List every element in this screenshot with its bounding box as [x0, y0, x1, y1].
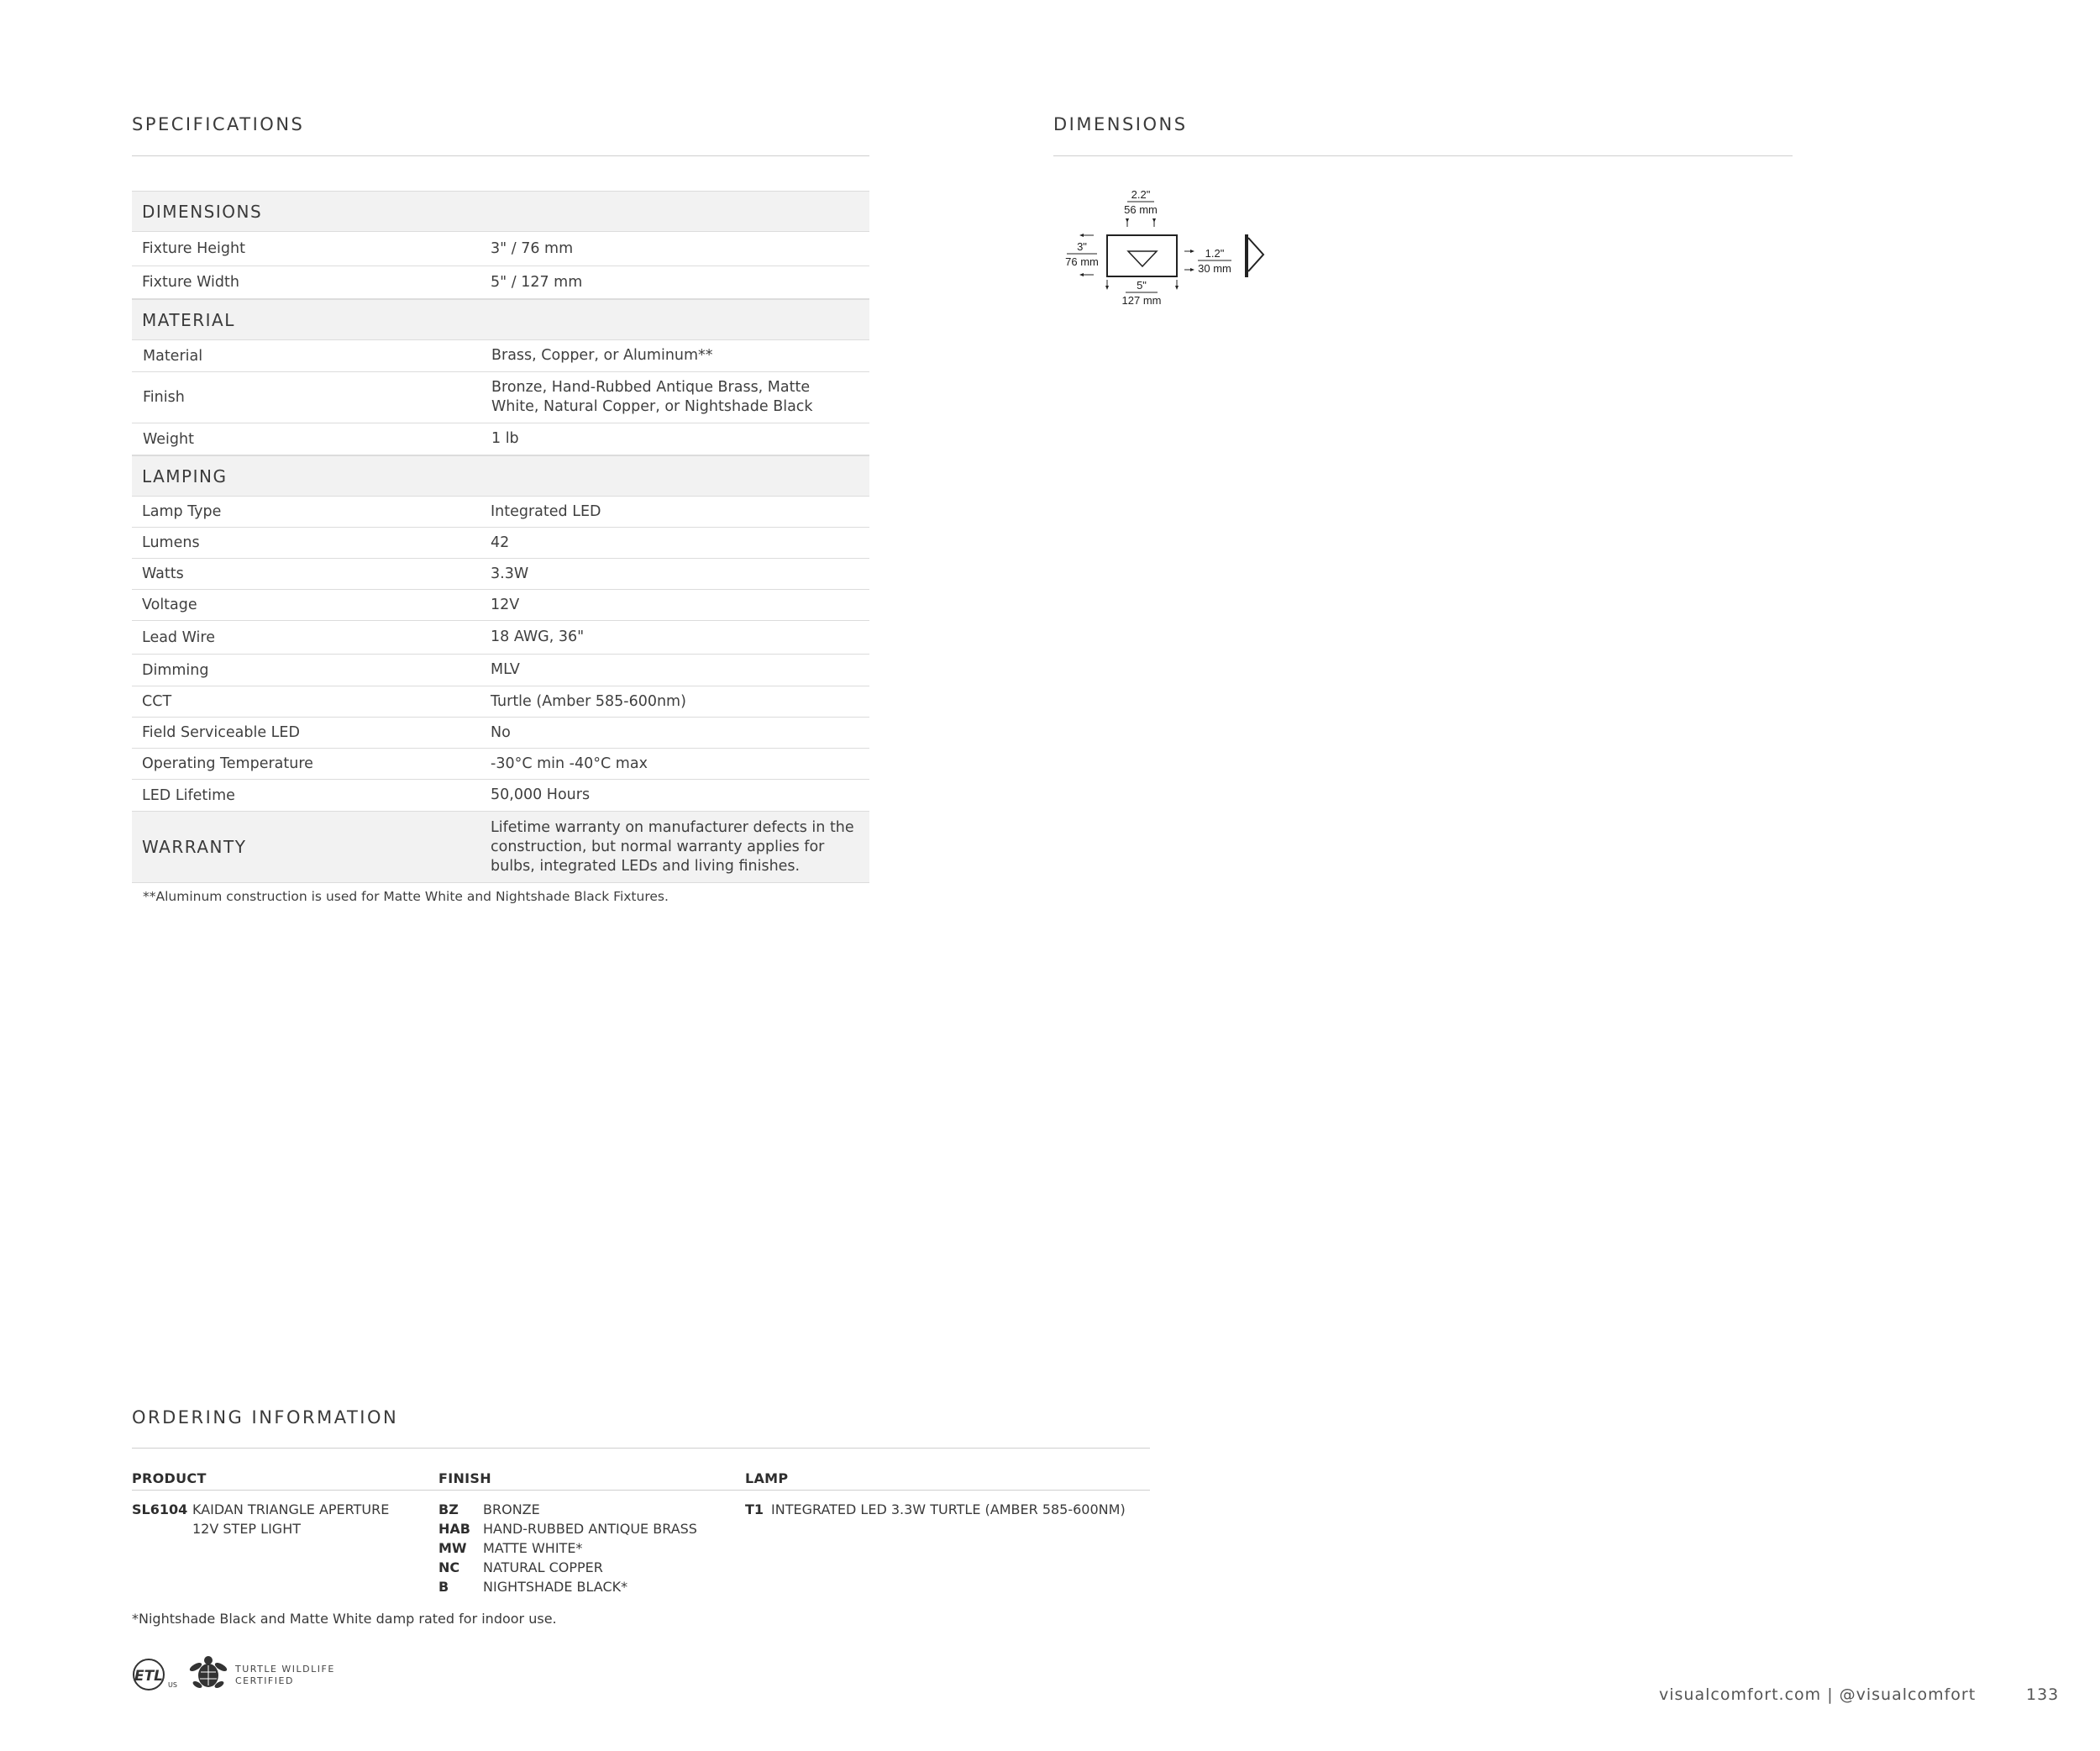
turtle-line2: CERTIFIED — [235, 1675, 294, 1686]
spec-label: Lamp Type — [142, 503, 222, 520]
table-row — [132, 749, 869, 780]
projection-in-label: 1.2" — [1205, 247, 1225, 260]
spec-label: Fixture Width — [142, 274, 239, 291]
height-mm-label: 76 mm — [1065, 255, 1099, 268]
finish-column-header: FINISH — [438, 1470, 491, 1486]
warranty-row — [132, 812, 869, 883]
spec-value: 42 — [491, 534, 510, 551]
footer-url: visualcomfort.com | @visualcomfort — [1659, 1685, 1977, 1704]
spec-label: LED Lifetime — [142, 786, 235, 804]
finish-code: B — [438, 1579, 449, 1595]
list-item — [438, 1538, 697, 1558]
ordering-header-rule — [132, 1490, 1150, 1491]
spec-label: Watts — [142, 565, 184, 582]
spec-value: 3" / 76 mm — [491, 239, 574, 257]
table-row — [132, 266, 869, 299]
product-column-header: PRODUCT — [132, 1470, 207, 1486]
turtle-line1: TURTLE WILDLIFE — [235, 1664, 335, 1675]
spec-label: Field Serviceable LED — [142, 724, 300, 741]
spec-value: Turtle (Amber 585-600nm) — [491, 692, 686, 710]
dimensions-rule — [1053, 155, 1793, 156]
spec-value: 12V — [491, 596, 520, 613]
specifications-heading: SPECIFICATIONS — [132, 114, 305, 134]
specifications-rule — [132, 155, 869, 156]
lamp-code: T1 — [745, 1501, 764, 1517]
spec-label: Weight — [143, 430, 194, 448]
spec-value: No — [491, 723, 511, 741]
table-row — [132, 528, 869, 559]
table-row — [132, 559, 869, 590]
spec-label: Voltage — [142, 597, 197, 613]
spec-value: Integrated LED — [491, 502, 601, 520]
dimension-drawing — [1058, 185, 1277, 311]
table-row — [132, 497, 869, 528]
spec-section-dimensions: DIMENSIONS — [132, 191, 869, 232]
spec-label: Fixture Height — [142, 240, 245, 257]
depth-mm-label: 56 mm — [1124, 203, 1158, 216]
dimensions-heading: DIMENSIONS — [1053, 114, 1188, 134]
product-name-line1: KAIDAN TRIANGLE APERTURE — [192, 1501, 390, 1517]
etl-us-text: US — [168, 1681, 177, 1689]
projection-mm-label: 30 mm — [1198, 262, 1231, 275]
page-number: 133 — [2026, 1685, 2060, 1704]
warranty-value: Lifetime warranty on manufacturer defects in the construction, but normal warranty applies for bulbs, integrated LEDs and living finishes. — [491, 818, 854, 875]
finish-code: HAB — [438, 1521, 470, 1537]
height-in-label: 3" — [1077, 240, 1087, 253]
spec-value: 50,000 Hours — [491, 786, 591, 803]
etl-logo-text: ETL — [134, 1668, 164, 1685]
product-name-line2: 12V STEP LIGHT — [192, 1521, 301, 1537]
warranty-label: WARRANTY — [142, 837, 247, 857]
table-row — [132, 232, 869, 266]
spec-value: 5" / 127 mm — [491, 273, 583, 291]
depth-in-label: 2.2" — [1131, 188, 1151, 201]
finish-list — [438, 1500, 697, 1596]
spec-table — [132, 191, 869, 883]
width-mm-label: 127 mm — [1121, 294, 1162, 307]
list-item — [438, 1577, 697, 1596]
spec-value: 1 lb — [491, 430, 519, 447]
ordering-rule — [132, 1448, 1150, 1449]
table-row — [132, 590, 869, 621]
product-code: SL6104 — [132, 1501, 188, 1517]
table-row — [132, 372, 869, 423]
spec-label: Lead Wire — [142, 628, 215, 646]
spec-value: Bronze, Hand-Rubbed Antique Brass, Matte White, Natural Copper, or Nightshade Black — [491, 379, 813, 415]
spec-section-lamping: LAMPING — [132, 455, 869, 497]
spec-label: CCT — [142, 693, 172, 710]
spec-label: Operating Temperature — [142, 755, 313, 772]
turtle-certification-label — [235, 1664, 335, 1687]
spec-footnote: **Aluminum construction is used for Matte White and Nightshade Black Fixtures. — [143, 889, 669, 904]
spec-value: Brass, Copper, or Aluminum** — [491, 347, 713, 364]
list-item — [438, 1519, 697, 1538]
width-in-label: 5" — [1137, 279, 1147, 292]
spec-value: 3.3W — [491, 565, 529, 582]
spec-value: MLV — [491, 661, 520, 678]
table-row — [132, 340, 869, 372]
table-row — [132, 780, 869, 812]
lamp-name: INTEGRATED LED 3.3W TURTLE (AMBER 585-600NM) — [771, 1501, 1126, 1517]
ordering-heading: ORDERING INFORMATION — [132, 1407, 399, 1428]
spec-value: -30°C min -40°C max — [491, 755, 648, 772]
ordering-footnote: *Nightshade Black and Matte White damp rated for indoor use. — [132, 1611, 557, 1627]
spec-section-material: MATERIAL — [132, 299, 869, 340]
spec-label: Dimming — [142, 661, 209, 679]
table-row — [132, 655, 869, 686]
finish-name: BRONZE — [483, 1501, 540, 1517]
turtle-icon — [188, 1655, 228, 1692]
spec-label: Finish — [143, 389, 185, 406]
list-item — [438, 1558, 697, 1577]
spec-value: 18 AWG, 36" — [491, 628, 585, 645]
list-item — [438, 1500, 697, 1519]
finish-name: HAND-RUBBED ANTIQUE BRASS — [483, 1521, 697, 1537]
lamp-column-header: LAMP — [745, 1470, 789, 1486]
finish-code: NC — [438, 1559, 460, 1575]
finish-code: MW — [438, 1540, 467, 1556]
table-row — [132, 423, 869, 455]
finish-code: BZ — [438, 1501, 459, 1517]
spec-label: Material — [143, 347, 203, 365]
finish-name: NIGHTSHADE BLACK* — [483, 1579, 628, 1595]
spec-label: Lumens — [142, 534, 200, 551]
table-row — [132, 686, 869, 718]
table-row — [132, 621, 869, 655]
finish-name: MATTE WHITE* — [483, 1540, 583, 1556]
finish-name: NATURAL COPPER — [483, 1559, 603, 1575]
table-row — [132, 718, 869, 749]
etl-listed-icon — [131, 1657, 178, 1692]
